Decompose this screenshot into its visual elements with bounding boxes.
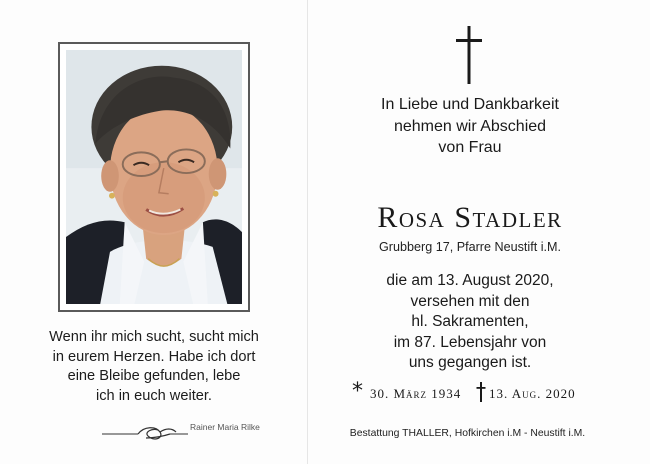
poem-line: Wenn ihr mich sucht, sucht mich [49, 329, 259, 345]
death-cross-icon [476, 382, 486, 402]
intro-text [340, 94, 600, 159]
intro-line: von Frau [438, 139, 502, 156]
cross-icon [455, 25, 483, 85]
card-fold [307, 0, 308, 464]
intro-line: In Liebe und Dankbarkeit [381, 96, 559, 113]
detail-line: uns gegangen ist. [408, 354, 532, 371]
portrait-frame [58, 42, 250, 312]
detail-line: hl. Sakramenten, [411, 313, 529, 330]
poem [20, 328, 288, 406]
portrait-photo [66, 50, 242, 304]
deceased-name: Rosa Stadler [377, 201, 563, 234]
detail-line: im 87. Lebensjahr von [393, 333, 547, 351]
life-dates [352, 379, 612, 407]
poem-line: eine Bleibe gefunden, lebe [67, 368, 241, 384]
poem-line: ich in euch weiter. [95, 387, 212, 404]
poem-line: in eurem Herzen. Habe ich dort [52, 348, 256, 365]
detail-line: die am 13. August 2020, [386, 272, 554, 289]
detail-line: versehen mit den [410, 292, 530, 310]
flourish-ornament [100, 424, 190, 444]
death-date: 13. Aug. 2020 [489, 386, 576, 401]
funeral-home: Bestattung THALLER, Hofkirchen i.M - Neustift i.M. [349, 428, 586, 439]
birth-date: 30. März 1934 [370, 386, 462, 401]
poem-author: Rainer Maria Rilke [190, 422, 260, 432]
deceased-address: Grubberg 17, Pfarre Neustift i.M. [379, 240, 561, 254]
death-details [330, 271, 610, 374]
birth-star-icon: * [352, 379, 364, 404]
intro-line: nehmen wir Abschied [393, 117, 547, 135]
